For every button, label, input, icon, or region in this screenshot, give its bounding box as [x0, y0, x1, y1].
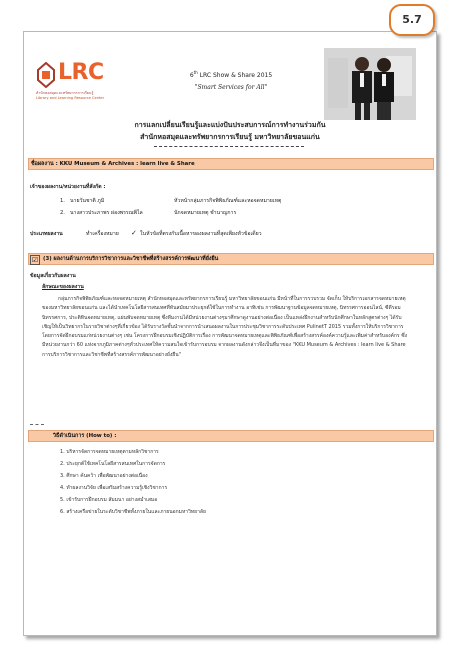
owner-1-role: หัวหน้ากลุ่มภารกิจพิพิธภัณฑ์และหอจดหมายเหตุ [174, 198, 282, 204]
title-divider [154, 146, 304, 147]
event-title: 6th LRC Show & Share 2015 [189, 70, 273, 79]
selected-category: (3) ผลงานด้านการบริการวิชาการและวิชาชีพที่สร้างสรรค์การพัฒนาที่ยั่งยืน [43, 256, 219, 262]
work-name-bar [28, 158, 434, 170]
logo-letters: LRC [58, 60, 104, 85]
checked-box-icon: ☑ [31, 256, 39, 264]
owner-2-no: 2. [60, 210, 65, 216]
detail-heading: ข้อมูลเกี่ยวกับผลงาน [30, 273, 76, 279]
selected-category-bar [28, 253, 434, 265]
document-title-line2: สำนักหอสมุดและทรัพยากรการเรียนรู้ มหาวิทยาลัยขอนแก่น [140, 133, 320, 141]
owner-2-name: นางสาวประภาพร ผ่องพรรณพิไล [70, 210, 143, 216]
owner-1-name: นายวันชาติ ภูมิ [70, 198, 105, 204]
work-type-description: ในหัวข้อที่ตรงกับเนื้อหาของผลงานที่สุดเพียงหัวข้อเดียว [140, 231, 262, 237]
how-to-item: 2. ประยุกต์ใช้เทคโนโลยีสารสนเทศในการจัดการ [60, 461, 166, 467]
how-to-label: วิธีดำเนินการ (How to) : [53, 433, 117, 439]
event-header [176, 70, 286, 91]
logo-thai-name: สำนักหอสมุดและทรัพยากรการเรียนรู้ [36, 91, 94, 95]
how-to-bar [28, 430, 434, 442]
owner-2-role: นักจดหมายเหตุ ชำนาญการ [174, 210, 237, 216]
lrc-logo [36, 60, 144, 108]
lrc-emblem-icon [36, 62, 56, 88]
work-name: ชื่อผลงาน : KKU Museum & Archives : learn live & Share [31, 161, 195, 167]
how-to-item: 3. ศึกษา ค้นคว้า เพื่อพัฒนาอย่างต่อเนื่อง [60, 473, 148, 479]
how-to-item: 5. เข้ารับการฝึกอบรม สัมมนา อย่างสม่ำเสมอ [60, 497, 158, 503]
work-type-label: ประเภทผลงาน [30, 231, 63, 237]
event-slogan: "Smart Services for All" [194, 84, 268, 91]
checkmark-icon: ✓ [131, 229, 137, 237]
how-to-item: 4. ทำผลงานวิจัย เพื่อเสริมสร้างความรู้เชิงวิชาการ [60, 485, 168, 491]
page-number-badge: 5.7 [389, 4, 435, 36]
how-to-item: 1. บริหารจัดการจดหมายเหตุตามหลักวิชาการ [60, 449, 159, 455]
detail-paragraph: กลุ่มภารกิจพิพิธภัณฑ์และหอจดหมายเหตุ สำนักหอสมุดและทรัพยากรการเรียนรู้ มหาวิทยาลัยขอนแก่น มีหน้าที่ในการรวบรวม จัดเก็บ ให้บริการเอกสารจดหมายเหตุของมหาวิทยาลัยขอนแก่น และได้นำเทคโนโลยีสารสนเทศที่ทันสมัยมาประยุกต์ใช้ในการทำงาน อาทิเช่น การพัฒนาฐานข้อมูลจดหมายเหตุ, นิทรรศการออนไลน์, ซีดีรอมนิทรรศการ, ประติทินจดหมายเหตุ, แผ่นพับจดหมายเหตุ ซึ่งทีมงานได้มีหน่วยงานต่างๆมาศึกษาดูงานอย่างต่อเนื่อง เป็นแหล่งฝึกงานสำหรับนักศึกษาในหลักสูตรต่างๆ ได้รับเชิญให้เป็นวิทยากรในรายวิชาต่างๆที่เกี่ยวข้อง ได้รับรางวัลชั้นนำจากการนำเสนอผลงานในการประชุมวิชาการระดับประเทศ PulinetT 2015 รวมทั้งการให้บริการวิชาการโดยการจัดฝึกอบรมแก่หน่วยงานต่างๆ เช่น โครงการฝึกอบรมเชิงปฏิบัติการเรื่อง การพัฒนาจดหมายเหตุและพิพิธภัณฑ์เพื่อสร้างสรรค์องค์ความรู้และเพิ่มค่าสำหรับองค์กร ซึ่งมีหน่วยงานกว่า 60 แห่งจากภูมิภาคต่างๆทั่วประเทศให้ความสนใจเข้ารับการอบรม จากผลงานดังกล่าวจึงเป็นที่มาของ "KKU Museum & Archives : learn live & Share การบริการวิชาการและวิชาชีพที่สร้างสรรค์การพัฒนาอย่างยั่งยืน" [42, 296, 408, 358]
how-to-item: 6. สร้างเครือข่ายในระดับวิชาชีพทั้งภายในและภายนอกมหาวิทยาลัย [60, 509, 206, 515]
work-type-option: ทำเครื่องหมาย [86, 231, 119, 237]
owner-1-no: 1. [60, 198, 65, 204]
logo-english-name: Library and Learning Resource Center [36, 96, 105, 100]
team-photo-illustration [324, 48, 416, 120]
owner-heading: เจ้าของผลงาน/หน่วยงานที่สังกัด : [30, 184, 106, 190]
document-title-line1: การแลกเปลี่ยนเรียนรู้และแบ่งปันประสบการณ์การทำงานร่วมกัน [134, 121, 326, 129]
team-photo [324, 48, 416, 120]
detail-subheading: ลักษณะของผลงาน [42, 284, 84, 290]
section-divider [30, 424, 44, 425]
document-page [23, 31, 437, 636]
